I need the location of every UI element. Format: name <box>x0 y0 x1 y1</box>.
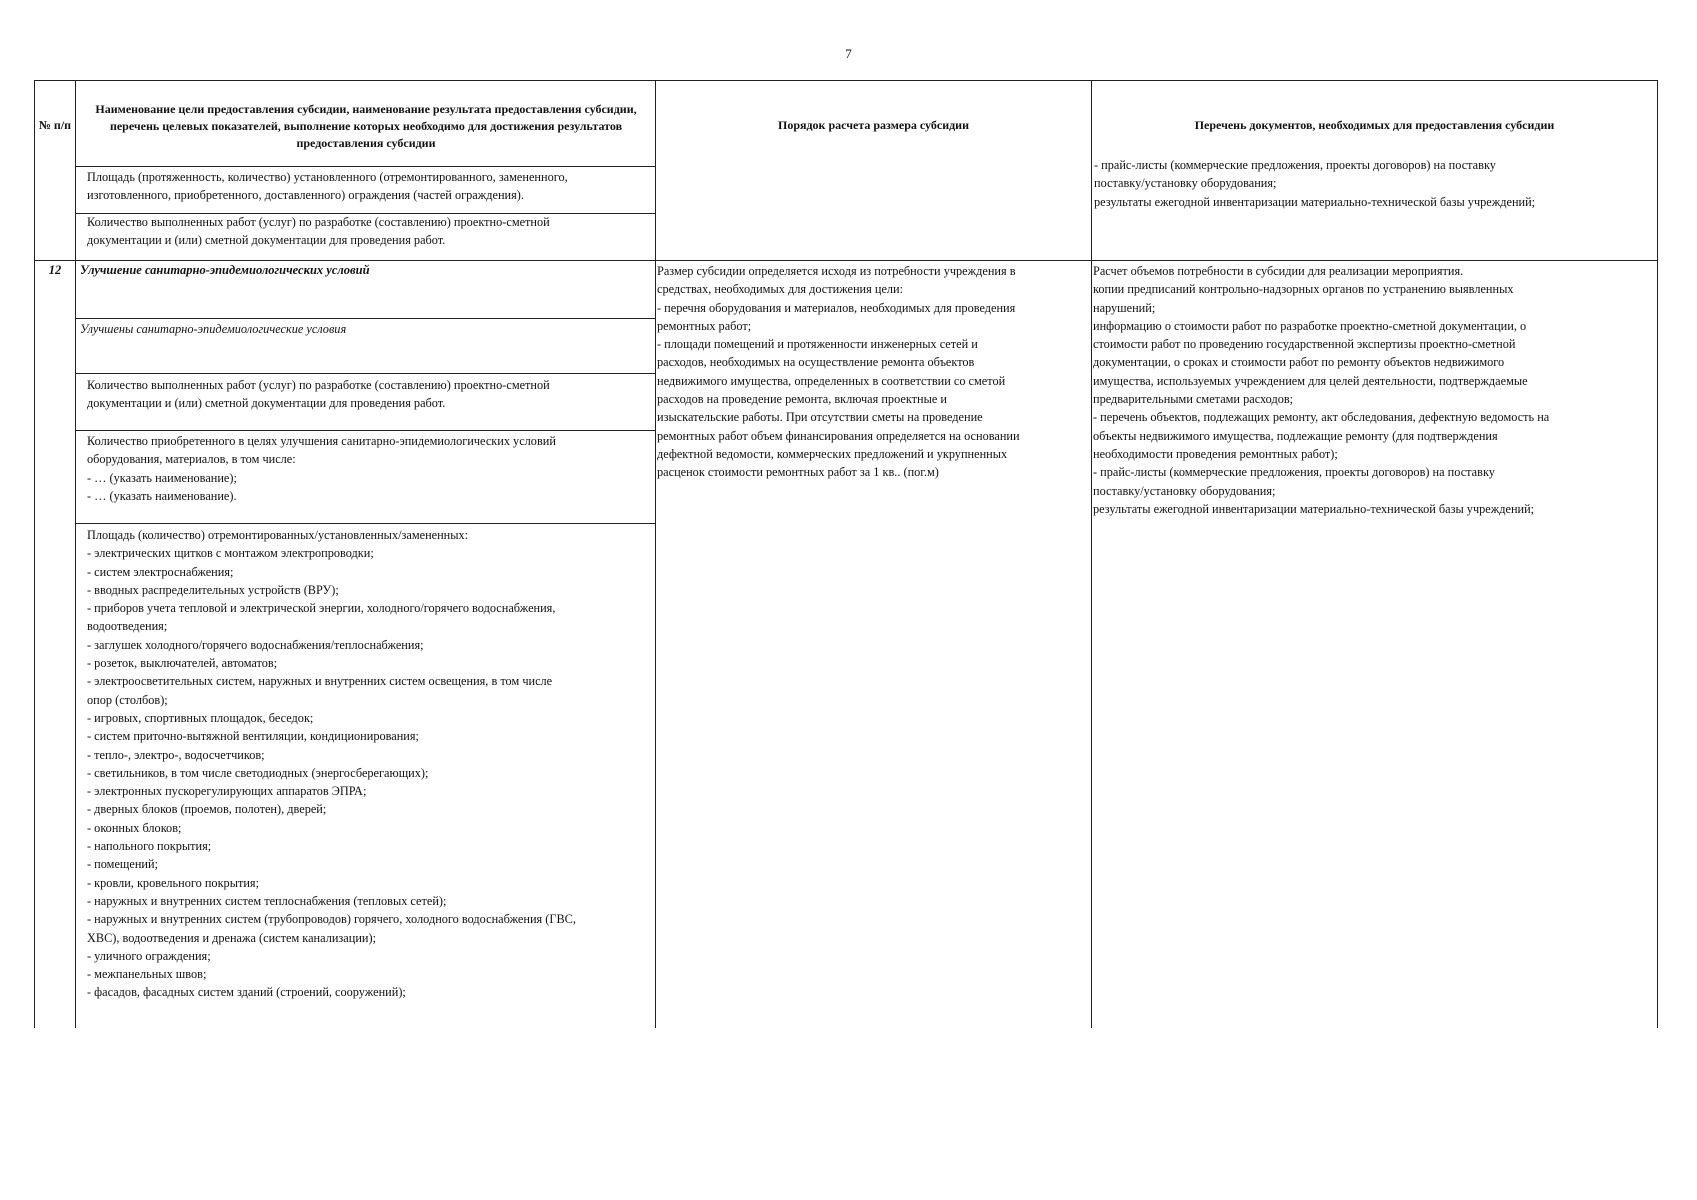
docs-list-item: необходимости проведения ремонтных работ); <box>1093 446 1338 461</box>
calc-text-line: расходов, необходимых на осуществление ремонта объектов <box>657 355 975 370</box>
row12-equipment: Количество приобретенного в целях улучшения санитарно-эпидемиологических условий оборудования, материалов, в том числе: - … (указать наименование); - … (указать наименование). <box>87 434 556 503</box>
calc-text-line: расценок стоимости ремонтных работ за 1 кв.. (пог.м) <box>657 465 939 480</box>
area-list-item: - электроосветительных систем, наружных и внутренних систем освещения, в том числе <box>87 674 553 689</box>
calc-text-line: дефектной ведомости, коммерческих предложений и укрупненных <box>657 446 1008 461</box>
row12-docs-list <box>1093 262 1656 518</box>
row12-top-border <box>34 260 1658 261</box>
row12-divider-e <box>75 523 655 524</box>
area-list-item: - кровли, кровельного покрытия; <box>87 875 259 890</box>
col-divider-3 <box>1091 80 1092 1028</box>
area-list-item: - приборов учета тепловой и электрической энергии, холодного/горячего водоснабжения, <box>87 601 556 616</box>
area-list-item: - систем приточно-вытяжной вентиляции, кондиционирования; <box>87 729 419 744</box>
area-list-item: - межпанельных швов; <box>87 967 207 982</box>
calc-text-line: - перечня оборудования и материалов, необходимых для проведения <box>657 300 1016 315</box>
prev-fence-area: Площадь (протяженность, количество) установленного (отремонтированного, замененного, изготовленного, приобретенного, доставленного) ограждения (частей ограждения). <box>87 170 568 203</box>
area-list-item: - оконных блоков; <box>87 820 182 835</box>
result-text: Улучшены санитарно-эпидемиологические условия <box>80 322 347 336</box>
docs-list-item: стоимости работ по проведению государственной экспертизы проектно-сметной <box>1093 337 1516 352</box>
calc-text-line: ремонтных работ объем финансирования определяется на основании <box>657 428 1020 443</box>
table-top-border <box>34 80 1658 81</box>
area-list-item: - светильников, в том числе светодиодных (энергосберегающих); <box>87 765 429 780</box>
docs-list-item: копии предписаний контрольно-надзорных органов по устранению выявленных <box>1093 282 1514 297</box>
docs-list-item: документации, о сроках и стоимости работ по ремонту объектов недвижимого <box>1093 355 1505 370</box>
docs-list-item: нарушений; <box>1093 300 1156 315</box>
row12-divider-c <box>75 373 655 374</box>
goal-header-divider <box>75 166 655 167</box>
calc-text-line: средствах, необходимых для достижения цели: <box>657 282 904 297</box>
header-col-calc: Порядок расчета размера субсидии <box>777 117 970 132</box>
area-list-item: - наружных и внутренних систем (трубопроводов) горячего, холодного водоснабжения (ГВС, <box>87 912 576 927</box>
calc-text-line: Размер субсидии определяется исходя из потребности учреждения в <box>657 264 1016 278</box>
area-list-item: - дверных блоков (проемов, полотен), дверей; <box>87 802 327 817</box>
calc-text-line: изыскательские работы. При отсутствии сметы на проведение <box>657 410 983 425</box>
area-list-item: - напольного покрытия; <box>87 839 212 854</box>
prev-docs-list: - прайс-листы (коммерческие предложения, проекты договоров) на поставку поставку/установку оборудования; результаты ежегодной инвентаризации материально-технической базы учреждений; <box>1094 158 1536 209</box>
area-list-item: Площадь (количество) отремонтированных/установленных/замененных: <box>87 528 469 542</box>
row-number: 12 <box>48 263 62 277</box>
row12-divider-d <box>75 430 655 431</box>
page-number: 7 <box>845 46 852 61</box>
area-list-item: - розеток, выключателей, автоматов; <box>87 656 278 671</box>
calc-text-line: недвижимого имущества, определенных в соответствии со сметой <box>657 373 1006 388</box>
col-divider-1 <box>75 80 76 1028</box>
area-list-item: - наружных и внутренних систем теплоснабжения (тепловых сетей); <box>87 893 447 908</box>
docs-list-item: результаты ежегодной инвентаризации материально-технической базы учреждений; <box>1093 501 1535 516</box>
area-list-item: - фасадов, фасадных систем зданий (строений, сооружений); <box>87 985 406 1000</box>
calc-text-line: расходов на проведение ремонта, включая проектные и <box>657 392 947 407</box>
area-list-item: водоотведения; <box>87 619 168 634</box>
docs-list-item: предварительными сметами расходов; <box>1093 392 1294 407</box>
header-col-num: № п/п <box>38 117 72 132</box>
docs-list-item: информацию о стоимости работ по разработке проектно-сметной документации, о <box>1093 318 1527 333</box>
row12-design-works: Количество выполненных работ (услуг) по разработке (составлению) проектно-сметной документации и (или) сметной документации для проведения работ. <box>87 378 550 411</box>
area-list-item: - электрических щитков с монтажом электропроводки; <box>87 546 374 561</box>
row12-divider-b <box>75 318 655 319</box>
docs-list-item: - перечень объектов, подлежащих ремонту, акт обследования, дефектную ведомость на <box>1093 410 1550 425</box>
area-list-item: ХВС), водоотведения и дренажа (систем канализации); <box>87 930 376 945</box>
table-right-border <box>1657 80 1658 1028</box>
area-list-item: - уличного ограждения; <box>87 948 211 963</box>
area-list-item: - игровых, спортивных площадок, беседок; <box>87 710 314 725</box>
docs-list-item: - прайс-листы (коммерческие предложения, проекты договоров) на поставку <box>1093 465 1495 480</box>
area-list-item: опор (столбов); <box>87 692 168 707</box>
docs-list-item: объекты недвижимого имущества, подлежащие ремонту (для подтверждения <box>1093 428 1498 443</box>
docs-list-item: имущества, используемых учреждением для целей деятельности, подтверждаемые <box>1093 373 1528 388</box>
area-list-item: - тепло-, электро-, водосчетчиков; <box>87 747 265 762</box>
area-list-item: - электронных пускорегулирующих аппаратов ЭПРА; <box>87 784 367 799</box>
area-list-item: - заглушек холодного/горячего водоснабжения/теплоснабжения; <box>87 637 424 652</box>
row12-calc-text <box>657 262 1090 482</box>
calc-text-line: ремонтных работ; <box>657 318 752 333</box>
table-left-border <box>34 80 35 1028</box>
docs-list-item: Расчет объемов потребности в субсидии для реализации мероприятия. <box>1093 264 1464 278</box>
area-list-item: - помещений; <box>87 857 158 872</box>
goal-title: Улучшение санитарно-эпидемиологических условий <box>80 263 370 277</box>
row12-area-list <box>87 526 653 1002</box>
docs-list-item: поставку/установку оборудования; <box>1093 483 1276 498</box>
header-col-goal: Наименование цели предоставления субсидии, наименование результата предоставления субсидии, перечень целевых показателей, выполнение которых необходимо для достижения результатов предоставления субсидии <box>95 101 637 150</box>
calc-text-line: - площади помещений и протяженности инженерных сетей и <box>657 337 978 352</box>
prev-design-works: Количество выполненных работ (услуг) по разработке (составлению) проектно-сметной документации и (или) сметной документации для проведения работ. <box>87 215 550 248</box>
col-divider-2 <box>655 80 656 1028</box>
area-list-item: - вводных распределительных устройств (ВРУ); <box>87 582 339 597</box>
header-col-docs: Перечень документов, необходимых для предоставления субсидии <box>1194 117 1555 132</box>
area-list-item: - систем электроснабжения; <box>87 564 234 579</box>
